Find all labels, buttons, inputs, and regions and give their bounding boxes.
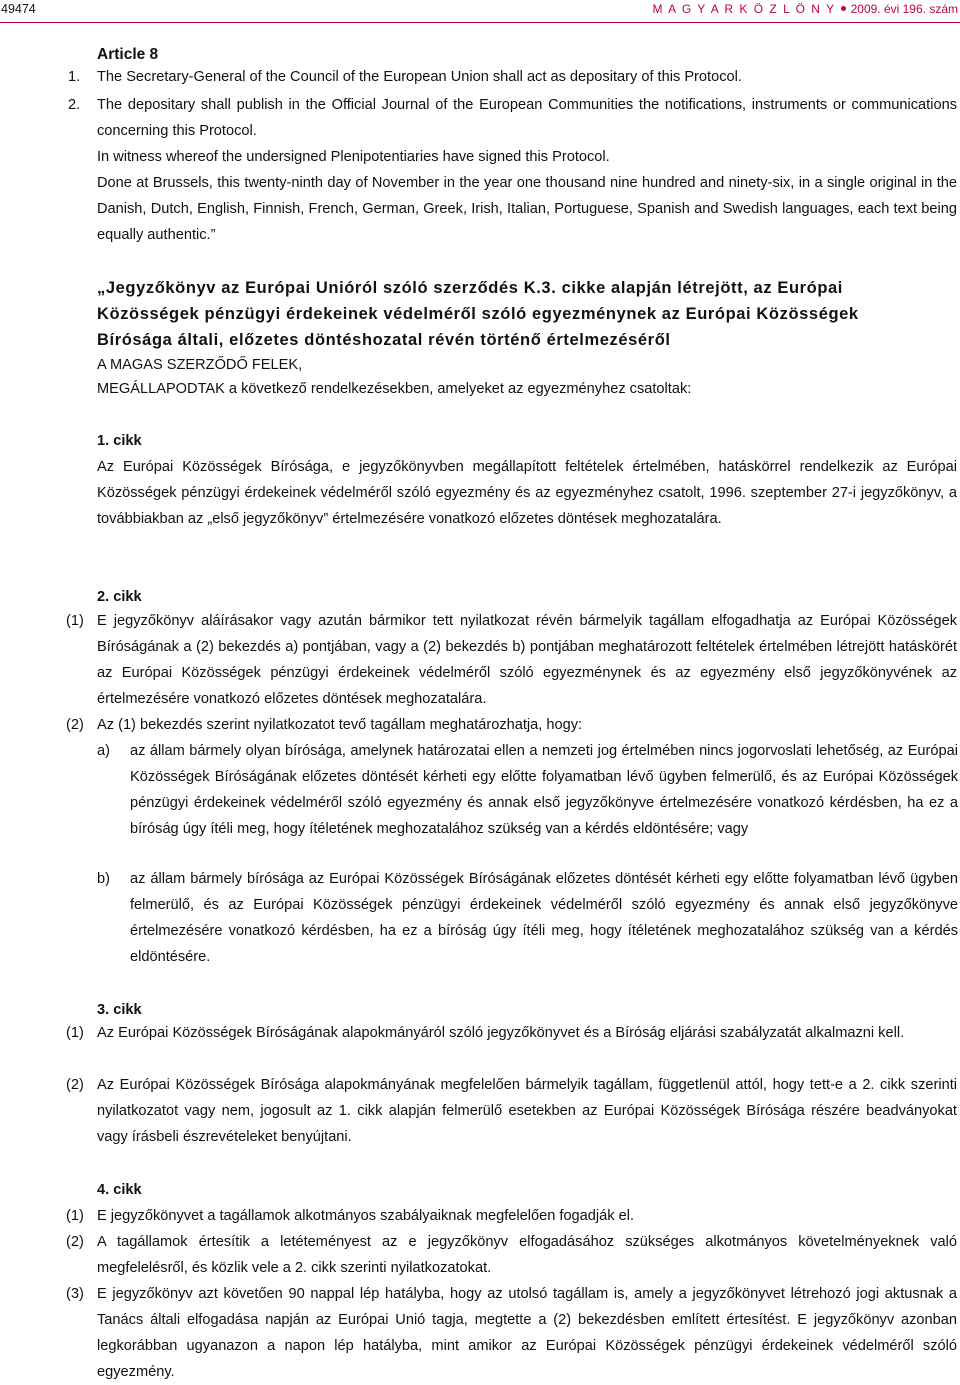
point-text: az állam bármely bírósága az Európai Közösségek Bíróságának előzetes döntését kérheti egy előtte folyamatban lévő ügyben felmerülő, és az Európai Közösségek pénzügyi érdekeinek védelméről szóló egyezmény és annak első jegyzőkönyve értelmezésére vonatkozó kérdésben, ha ez a bíróság úgy ítéli meg, hogy ítéletének meghozatalához szükség van a kérdés eldöntésére. [130, 871, 958, 965]
cikk-heading: 2. cikk [97, 589, 142, 605]
witness-clause: In witness whereof the undersigned Plenipotentiaries have signed this Protocol. [97, 149, 610, 165]
paragraph-text: E jegyzőkönyvet a tagállamok alkotmányos szabályaiknak megfelelően fogadják el. [97, 1208, 635, 1224]
item-number: 2. [68, 97, 81, 113]
agreed-line: MEGÁLLAPODTAK a következő rendelkezésekben, amelyeket az egyezményhez csatoltak: [97, 381, 692, 397]
paragraph-text: E jegyzőkönyv aláírásakor vagy azután bármikor tett nyilatkozat révén bármelyik tagállam elfogadhatja az Európai Közösségek Bíróságának a (2) bekezdés a) pontjában, vagy a (2) bekezdés b) pontjában meghatározott feltételek értelmében létrejött hatáskörét az Európai Közösségek pénzügyi érdekeinek védelméről szóló egyezménynek és az egyezmény első jegyzőkönyvének az értelmezésére vonatkozó előzetes döntések meghozatalára. [97, 613, 957, 707]
point-text: az állam bármely olyan bírósága, amelynek határozatai ellen a nemzeti jog értelmében nincs jogorvoslati lehetőség, az Európai Közösségek Bíróságának előzetes döntését kérheti egy előtte folyamatban lévő ügyben felmerülő, és az Európai Közösségek pénzügyi érdekeinek védelméről szóló egyezmény és annak első jegyzőkönyve értelmezésére vonatkozó kérdésben, ha ez a bíróság úgy ítéli meg, hogy ítéletének meghozatalához szükség van a kérdés eldöntésére; vagy [130, 743, 958, 837]
paragraph-number: (1) [66, 613, 84, 629]
paragraph-number: (3) [66, 1286, 84, 1302]
protocol-title-line: „Jegyzőkönyv az Európai Unióról szóló szerződés K.3. cikke alapján létrejött, az Európai [97, 279, 843, 297]
paragraph-text: Az Európai Közösségek Bíróságának alapokmányáról szóló jegyzőkönyvet és a Bíróság eljárási szabályzatát alkalmazni kell. [97, 1025, 905, 1041]
paragraph-number: (2) [66, 1234, 84, 1250]
paragraph-number: (1) [66, 1208, 84, 1224]
paragraph-number: (2) [66, 1077, 84, 1093]
cikk-heading: 1. cikk [97, 433, 142, 449]
done-at-clause: Done at Brussels, this twenty-ninth day of November in the year one thousand nine hundred and ninety-six, in a single original in the Danish, Dutch, English, Finnish, French, German, Greek, Irish, Italian, Portuguese, Spanish and Swedish languages, each text being equally authentic.” [97, 175, 957, 243]
item-text: The Secretary-General of the Council of the European Union shall act as depositary of this Protocol. [97, 69, 742, 85]
cikk-heading: 4. cikk [97, 1182, 142, 1198]
protocol-title-line: Közösségek pénzügyi érdekeinek védelméről szóló egyezménynek az Európai Közösségek [97, 305, 859, 323]
bullet-dot-icon [841, 6, 846, 11]
paragraph-text: A tagállamok értesítik a letéteményest az e jegyzőkönyv elfogadásához szükséges alkotmányos követelményeknek való megfelelésről, és közlik vele a 2. cikk szerinti nyilatkozatokat. [97, 1234, 957, 1276]
protocol-title-line: Bírósága általi, előzetes döntéshozatal révén történő értelmezéséről [97, 331, 671, 349]
parties-line: A MAGAS SZERZŐDŐ FELEK, [97, 357, 303, 373]
cikk-heading: 3. cikk [97, 1002, 142, 1018]
header-rule [0, 22, 960, 23]
paragraph-text: E jegyzőkönyv azt követően 90 nappal lép hatályba, hogy az utolsó tagállam is, amely a jegyzőkönyvet létrehozó jogi aktusnak a Tanács általi elfogadása napján az Európai Unió tagja, megtette a (2) bekezdésben említett értesítést. E jegyzőkönyv azonban legkorábban ugyanazon a napon lép hatályba, mint amikor az Európai Közösségek pénzügyi érdekeinek védelméről szóló egyezmény. [97, 1286, 957, 1380]
paragraph-text: Az (1) bekezdés szerint nyilatkozatot tevő tagállam meghatározhatja, hogy: [97, 717, 583, 733]
paragraph-number: (1) [66, 1025, 84, 1041]
cikk-text: Az Európai Közösségek Bírósága, e jegyzőkönyvben megállapított feltételek értelmében, hatáskörrel rendelkezik az Európai Közösségek pénzügyi érdekeinek védelméről szóló egyezmény és az egyezményhez csatolt, 1996. szeptember 27-i jegyzőkönyv, a továbbiakban az „első jegyzőkönyv” értelmezésére vonatkozó előzetes döntések meghozatalára. [97, 459, 957, 527]
journal-name: M A G Y A R K Ö Z L Ö N Y [652, 2, 836, 16]
paragraph-text: Az Európai Közösségek Bírósága alapokmányának megfelelően bármelyik tagállam, függetlenül attól, hogy tett-e a 2. cikk szerinti nyilatkozatot vagy nem, jogosult az 1. cikk alapján felmerülő esetekben az Európai Közösségek Bírósága részére beadványokat vagy írásbeli észrevételeket benyújtani. [97, 1077, 957, 1145]
article-heading: Article 8 [97, 46, 159, 63]
item-number: 1. [68, 69, 81, 85]
point-label: b) [97, 871, 110, 887]
page-header [0, 0, 960, 24]
point-label: a) [97, 743, 110, 759]
item-text: The depositary shall publish in the Official Journal of the European Communities the notifications, instruments or communications concerning this Protocol. [97, 97, 957, 139]
issue-number: 2009. évi 196. szám [850, 2, 958, 16]
page-number: 49474 [1, 2, 36, 16]
journal-title [652, 2, 958, 16]
paragraph-number: (2) [66, 717, 84, 733]
